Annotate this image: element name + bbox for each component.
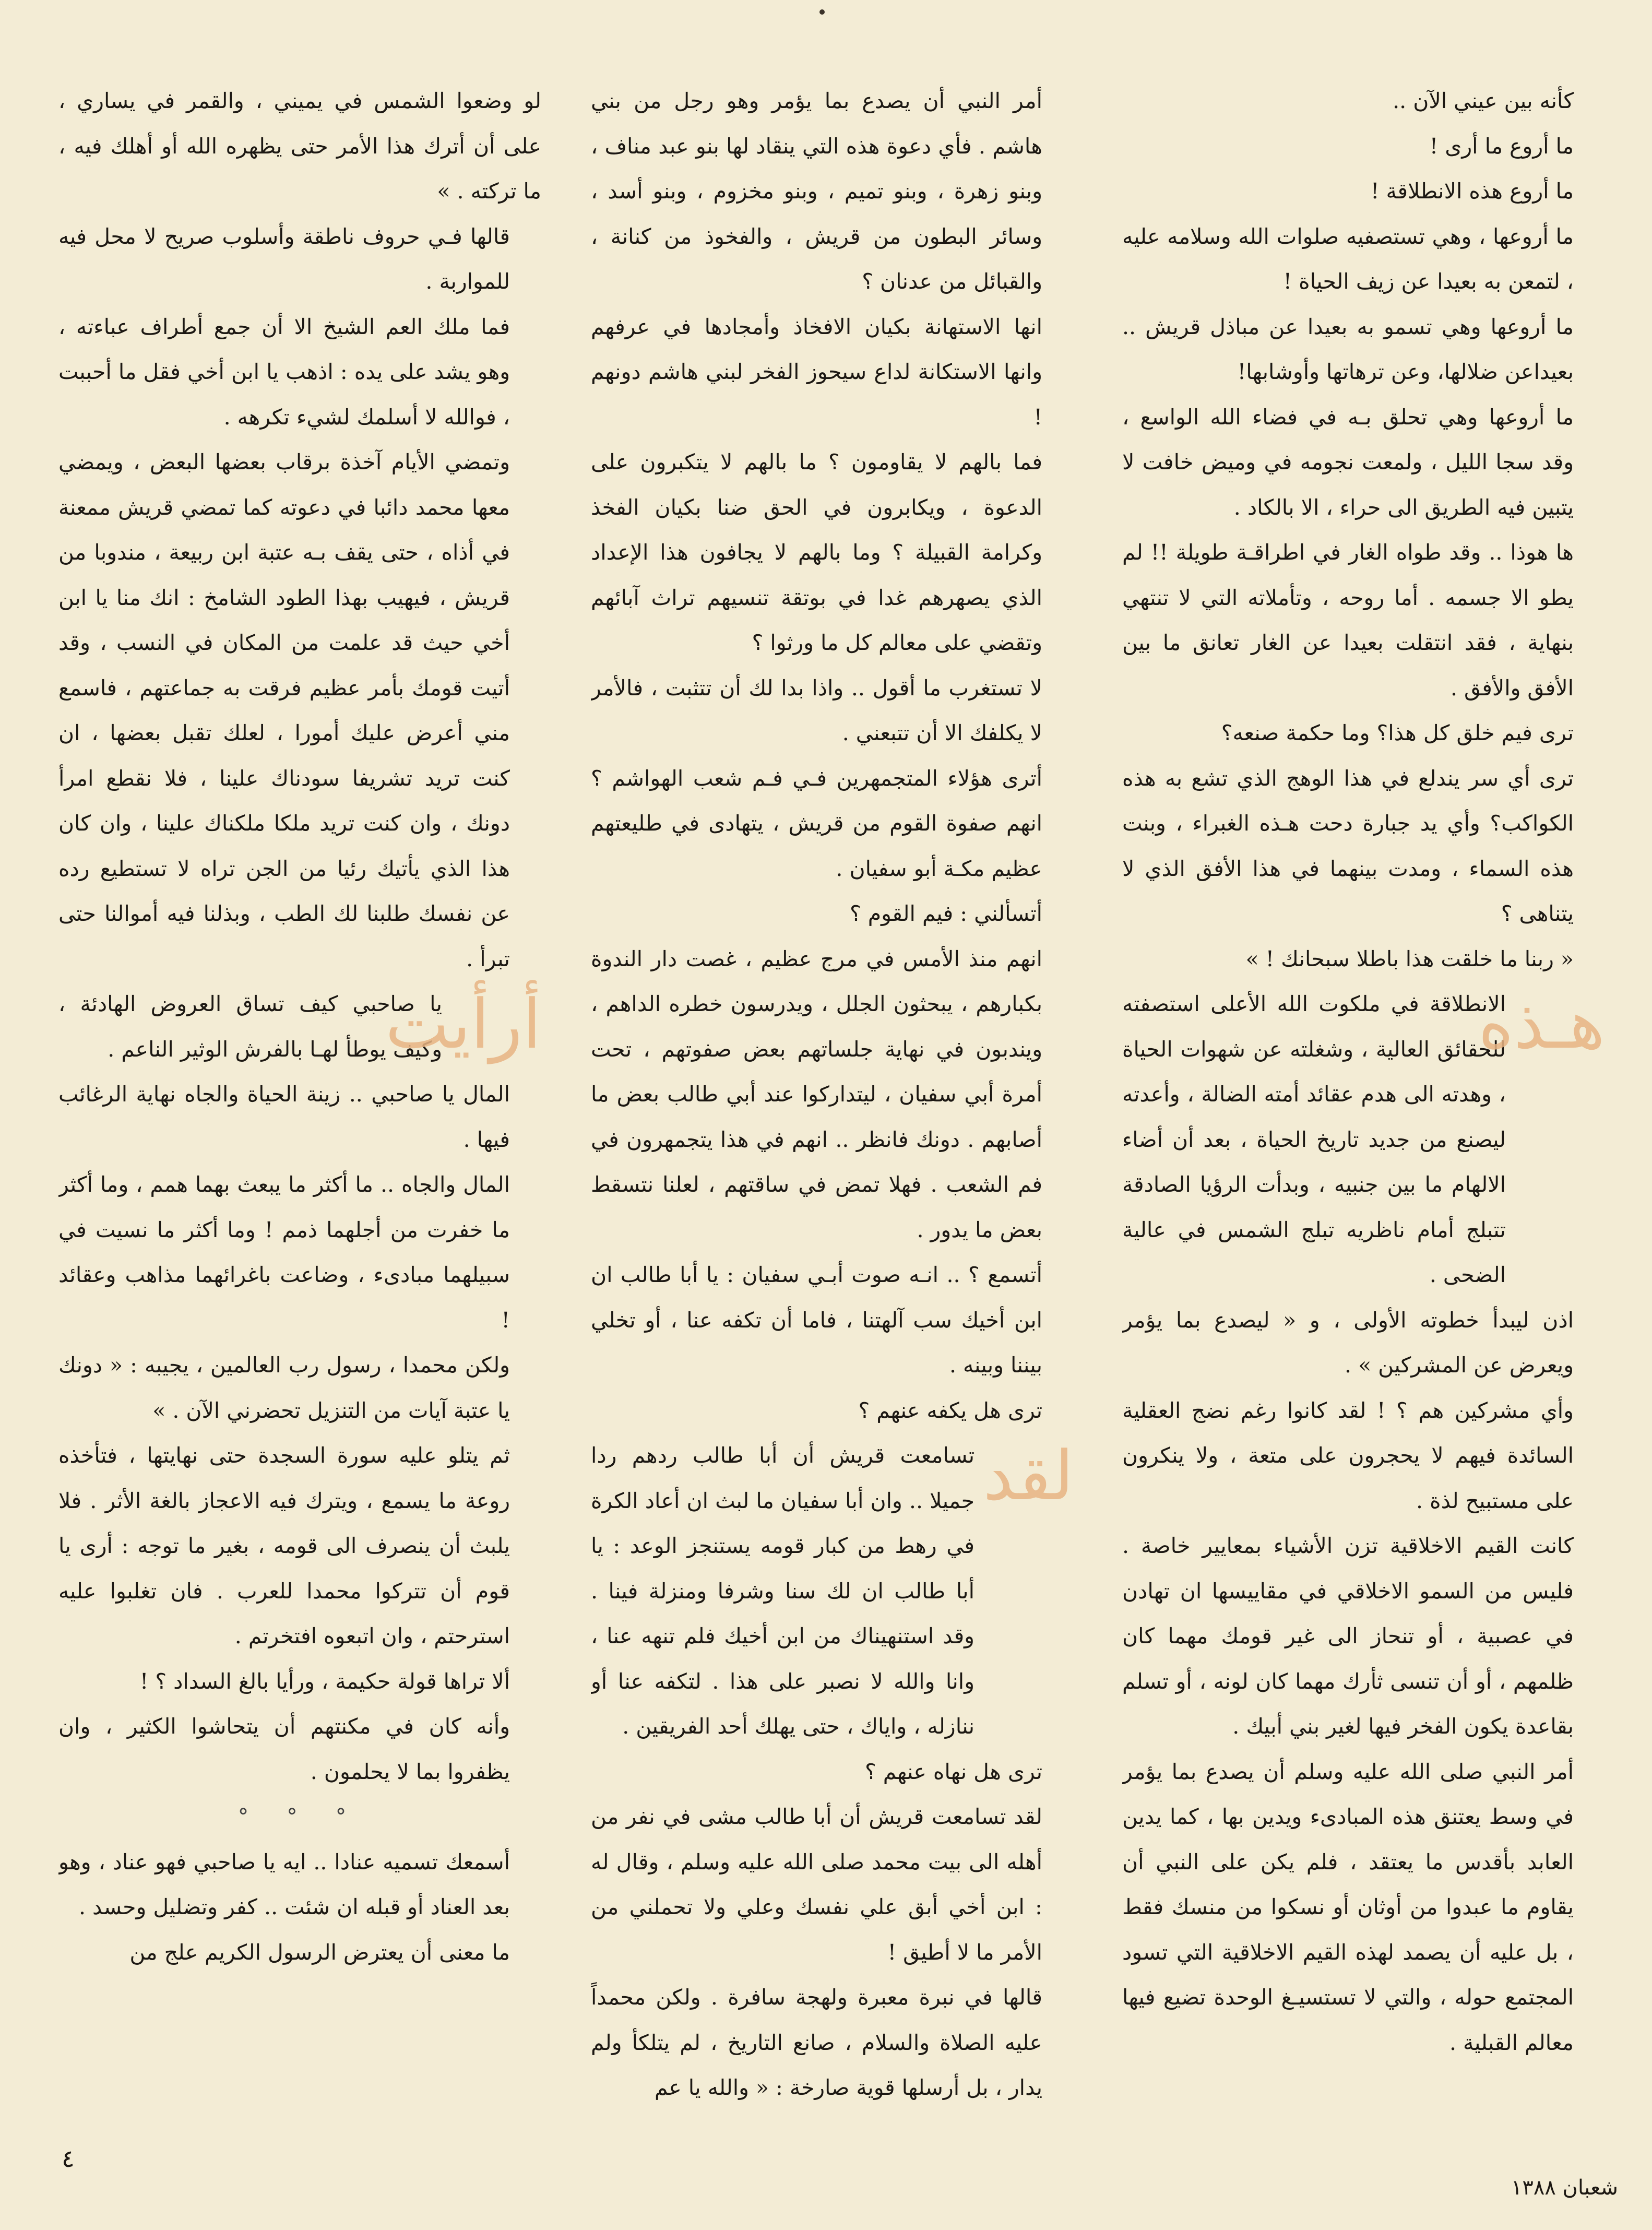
paragraph: فما ملك العم الشيخ الا أن جمع أطراف عباءته ، وهو يشد على يده : اذهب يا ابن أخي فقل ما أحببت ، فوالله لا أسلمك لشيء تكرهه . — [58, 314, 510, 430]
paragraph: أترى هؤلاء المتجمهرين فـي فـم شعب الهواشم ؟ انهم صفوة القوم من قريش ، يتهادى في طليعتهم عظيم مكـة أبو سفيان . — [591, 765, 1042, 881]
paragraph: قالها في نبرة معبرة ولهجة سافرة . ولكن محمداً عليه الصلاة والسلام ، صانع التاريخ ، لم يتلكأ ولم يدار ، بل أرسلها قوية صارخة : « والله يا عم — [591, 1985, 1042, 2100]
dropcap-laqad: لقد — [983, 1436, 1074, 1515]
dropcap-paragraph — [1122, 981, 1605, 1298]
paragraph: ترى هل نهاه عنهم ؟ — [865, 1759, 1042, 1784]
paragraph: ما أروع ما أرى ! — [1429, 133, 1574, 159]
paragraph: وتمضي الأيام آخذة برقاب بعضها البعض ، ويمضي معها محمد دائبا في دعوته كما تمضي قريش ممعنة في أذاه ، حتى يقف بـه عتبة ابن ربيعة ، مندوبا من قريش ، فيهيب بهذا الطود الشامخ : انك منا يا ابن أخي حيث قد علمت من المكان في النسب ، وقد أتيت قومك بأمر عظيم فرقت به جماعتهم ، فاسمع مني أعرض عليك أمورا ، لعلك تقبل بعضها ، ان كنت تريد تشريفا سودناك علينا ، فلا نقطع امرأ دونك ، وان كنت تريد ملكا ملكناك علينا ، وان كان هذا الذي يأتيك رئيا من الجن تراه لا تستطيع رده عن نفسك طلبنا لك الطب ، وبذلنا فيه أموالنا حتى تبرأ . — [58, 449, 510, 971]
paragraph: ما أروع هذه الانطلاقة ! — [1371, 179, 1574, 204]
paragraph: فما بالهم لا يقاومون ؟ ما بالهم لا يتكبرون على الدعوة ، ويكابرون في الحق ضنا بكيان الفخذ وكرامة القبيلة ؟ وما بالهم لا يجافون هذا الإعداد الذي يصهرهم غدا في بوتقة تنسيهم تراث آبائهم وتقضي على معالم كل ما ورثوا ؟ — [591, 449, 1042, 655]
paragraph: المال يا صاحبي .. زينة الحياة والجاه نهاية الرغائب فيها . — [58, 1082, 510, 1152]
paragraph: ترى أي سر يندلع في هذا الوهج الذي تشع به هذه الكواكب؟ وأي يد جبارة دحت هـذه الغبراء ، وبنت هذه السماء ، ومدت بينهما في هذا الأفق الذي لا يتناهى ؟ — [1122, 765, 1574, 926]
paragraph: يا صاحبي كيف تساق العروض الهادئة ، وكيف يوطأ لهـا بالفرش الوثير الناعم . — [58, 991, 442, 1062]
dropcap-paragraph — [591, 1433, 1074, 1749]
paragraph: أسمعك تسميه عنادا .. ايه يا صاحبي فهو عناد ، وهو بعد العناد أو قبله ان شئت .. كفر وتضليل وحسد . — [58, 1849, 510, 1919]
paragraph: قالها فـي حروف ناطقة وأسلوب صريح لا محل فيه للمواربة . — [58, 223, 510, 294]
paragraph: وأي مشركين هم ؟ ! لقد كانوا رغم نضج العقلية السائدة فيهم لا يحجرون على متعة ، ولا ينكرون على مستبيح لذة . — [1122, 1397, 1574, 1513]
paragraph: تسامعت قريش أن أبا طالب ردهم ردا جميلا .. وان أبا سفيان ما لبث ان أعاد الكرة في رهط من كبار قومه يستنجز الوعد : يا أبا طالب ان لك سنا وشرفا ومنزلة فينا . وقد استنهيناك من ابن أخيك فلم تنهه عنا ، وانا والله لا نصبر على هذا . لتكفه عنا أو ننازله ، واياك ، حتى يهلك أحد الفريقين . — [591, 1443, 974, 1739]
paragraph: ثم يتلو عليه سورة السجدة حتى نهايتها ، فتأخذه روعة ما يسمع ، ويترك فيه الاعجاز بالغة الأثر . فلا يلبث أن ينصرف الى قومه ، بغير ما توجه : أرى يا قوم أن تتركوا محمدا للعرب . فان تغلبوا عليه استرحتم ، وان اتبعوه افتخرتم . — [58, 1443, 510, 1648]
paragraph: أتسألني : فيم القوم ؟ — [849, 901, 1042, 926]
paragraph: لا تستغرب ما أقول .. واذا بدا لك أن تتثبت ، فالأمر لا يكلفك الا أن تتبعني . — [591, 675, 1042, 745]
paragraph: انها الاستهانة بكيان الافخاذ وأمجادها في عرفهم وانها الاستكانة لداع سيحوز الفخر لبني هاشم دونهم ! — [591, 314, 1042, 430]
paragraph: ولكن محمدا ، رسول رب العالمين ، يجيبه : « دونك يا عتبة آيات من التنزيل تحضرني الآن . » — [58, 1353, 510, 1423]
paragraph: ها هوذا .. وقد طواه الغار في اطراقـة طويلة !! لم يطو الا جسمه . أما روحه ، وتأملاته التي لا تنتهي بنهاية ، فقد انتقلت بعيدا عن الغار تعانق ما بين الأفق والأفق . — [1122, 540, 1574, 701]
paragraph: ألا تراها قولة حكيمة ، ورأيا بالغ السداد ؟ ! — [139, 1668, 510, 1694]
paragraph: المال والجاه .. ما أكثر ما يبعث بهما همم ، وما أكثر ما خفرت من أجلهما ذمم ! وما أكثر ما نسيت في سبيلهما مبادىء ، وضاعت باغرائهما مذاهب وعقائد ! — [58, 1172, 510, 1333]
paragraph: ترى هل يكفه عنهم ؟ — [858, 1397, 1042, 1423]
section-separator: ° ° ° — [237, 1804, 362, 1829]
paragraph: اذن ليبدأ خطوته الأولى ، و « ليصدع بما يؤمر ويعرض عن المشركين » . — [1122, 1307, 1574, 1378]
paragraph: وأنه كان في مكنتهم أن يتحاشوا الكثير ، وان يظفروا بما لا يحلمون . — [58, 1714, 510, 1784]
paragraph: انهم منذ الأمس في مرج عظيم ، غصت دار الندوة بكبارهم ، يبحثون الجلل ، ويدرسون خطره الداهم ، ويندبون في نهاية جلساتهم بعض صفوتهم ، تحت أمرة أبي سفيان ، ليتداركوا عند أبي طالب بعض ما أصابهم . دونك فانظر .. انهم في هذا يتجمهرون في فم الشعب . فهلا تمض في ساقتهم ، لعلنا نتسقط بعض ما يدور . — [591, 946, 1042, 1242]
paragraph: كانت القيم الاخلاقية تزن الأشياء بمعايير خاصة . فليس من السمو الاخلاقي في مقاييسها ان تهادن في عصبية ، أو تنحاز الى غير قومك مهما كان ظلمهم ، أو أن تنسى ثأرك مهما كان لونه ، أو تسلم بقاعدة يكون الفخر فيها لغير بني أبيك . — [1122, 1533, 1574, 1739]
top-dot — [819, 9, 825, 15]
paragraph: كأنه بين عيني الآن .. — [1393, 88, 1574, 113]
dropcap-araayta: أرأيت — [385, 984, 541, 1064]
paragraph: ما أروعها ، وهي تستصفيه صلوات الله وسلامه عليه ، لتمعن به بعيدا عن زيف الحياة ! — [1122, 223, 1574, 294]
right-column — [1122, 78, 1605, 2104]
page-number: ٤ — [62, 2144, 75, 2173]
middle-column — [591, 78, 1074, 2104]
paragraph: ما أروعها وهي تسمو به بعيدا عن مباذل قريش .. بعيداعن ضلالها، وعن ترهاتها وأوشابها! — [1122, 314, 1574, 384]
dropcap-paragraph — [58, 981, 541, 1072]
paragraph: أمر النبي أن يصدع بما يؤمر وهو رجل من بني هاشم . فأي دعوة هذه التي ينقاد لها بنو عبد مناف ، وبنو زهرة ، وبنو تميم ، وبنو مخزوم ، وبنو أسد ، وسائر البطون من قريش ، والفخوذ من كنانة ، والقبائل من عدنان ؟ — [591, 88, 1042, 294]
left-column — [58, 78, 541, 2104]
paragraph: لقد تسامعت قريش أن أبا طالب مشى في نفر من أهله الى بيت محمد صلى الله عليه وسلم ، وقال له : ابن أخي أبق علي نفسك وعلي ولا تحملني من الأمر ما لا أطيق ! — [591, 1804, 1042, 1965]
paragraph: لو وضعوا الشمس في يميني ، والقمر في يساري ، على أن أترك هذا الأمر حتى يظهره الله أو أهلك فيه ، ما تركته . » — [58, 88, 541, 204]
paragraph: الانطلاقة في ملكوت الله الأعلى استصفته للحقائق العالية ، وشغلته عن شهوات الحياة ، وهدته الى هدم عقائد أمته الضالة ، وأعدته ليصنع من جديد تاريخ الحياة ، بعد أن أضاء الالهام ما بين جنبيه ، وبدأت الرؤيا الصادقة تتبلج أمام ناظريه تبلج الشمس في عالية الضحى . — [1122, 991, 1506, 1287]
paragraph: ما معنى أن يعترض الرسول الكريم علج من — [129, 1939, 510, 1965]
paragraph: ترى فيم خلق كل هذا؟ وما حكمة صنعه؟ — [1221, 720, 1574, 745]
paragraph: أتسمع ؟ .. انـه صوت أبـي سفيان : يا أبا طالب ان ابن أخيك سب آلهتنا ، فاما أن تكفه عنا ، أو تخلي بيننا وبينه . — [591, 1262, 1042, 1378]
dropcap-haadhihi: هـذه — [1478, 984, 1605, 1064]
paragraph: ما أروعها وهي تحلق بـه في فضاء الله الواسع ، وقد سجا الليل ، ولمعت نجومه في وميض خافت لا يتبين فيه الطريق الى حراء ، الا بالكاد . — [1122, 404, 1574, 520]
quran-quote: « ربنا ما خلقت هذا باطلا سبحانك ! » — [1245, 946, 1574, 971]
issue-date: شعبان ١٣٨٨ — [1511, 2176, 1618, 2200]
paragraph: أمر النبي صلى الله عليه وسلم أن يصدع بما يؤمر في وسط يعتنق هذه المبادىء ويدين بها ، كما يدين العابد بأقدس ما يعتقد ، فلم يكن على النبي أن يقاوم ما عبدوا من أوثان أو نسكوا من منسك فقط ، بل عليه أن يصمد لهذه القيم الاخلاقية التي تسود المجتمع حوله ، والتي لا تستسيـغ الوحدة تضيع فيها معالم القبلية . — [1122, 1759, 1574, 2055]
